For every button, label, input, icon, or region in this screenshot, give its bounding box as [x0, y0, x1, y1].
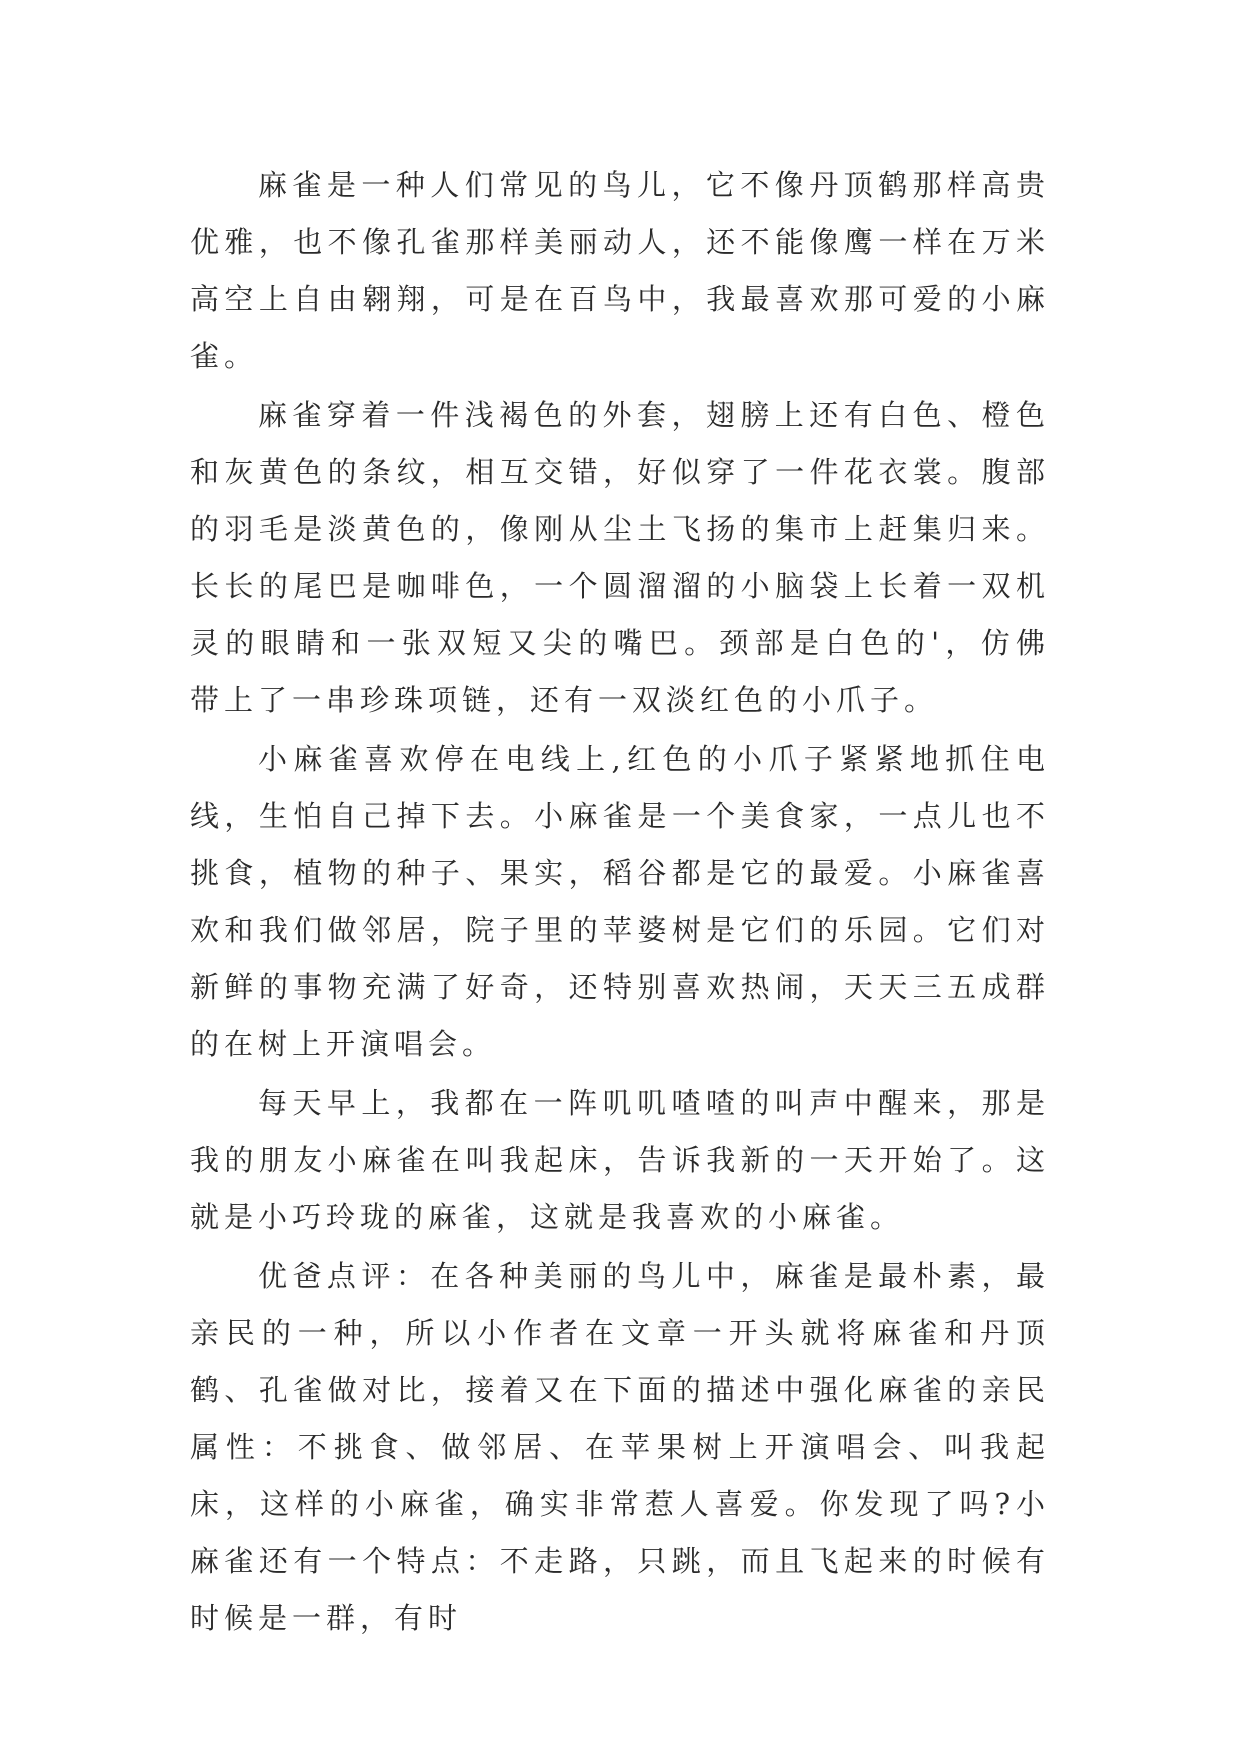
- paragraph-5-commentary: 优爸点评：在各种美丽的鸟儿中，麻雀是最朴素，最亲民的一种，所以小作者在文章一开头就将麻雀和丹顶鹤、孔雀做对比，接着又在下面的描述中强化麻雀的亲民属性：不挑食、做邻居、在苹果树上开演唱会、叫我起床，这样的小麻雀，确实非常惹人喜爱。你发现了吗?小麻雀还有一个特点：不走路，只跳，而且飞起来的时候有时候是一群，有时: [190, 1259, 1050, 1635]
- essay-body: [190, 157, 1050, 1649]
- paragraph-4: 每天早上，我都在一阵叽叽喳喳的叫声中醒来，那是我的朋友小麻雀在叫我起床，告诉我新的一天开始了。这就是小巧玲珑的麻雀，这就是我喜欢的小麻雀。: [190, 1086, 1050, 1234]
- paragraph-2: 麻雀穿着一件浅褐色的外套，翅膀上还有白色、橙色和灰黄色的条纹，相互交错，好似穿了一件花衣裳。腹部的羽毛是淡黄色的，像刚从尘土飞扬的集市上赶集归来。长长的尾巴是咖啡色，一个圆溜溜的小脑袋上长着一双机灵的眼睛和一张双短又尖的嘴巴。颈部是白色的'，仿佛带上了一串珍珠项链，还有一双淡红色的小爪子。: [190, 398, 1050, 717]
- paragraph-1: 麻雀是一种人们常见的鸟儿，它不像丹顶鹤那样高贵优雅，也不像孔雀那样美丽动人，还不能像鹰一样在万米高空上自由翱翔，可是在百鸟中，我最喜欢那可爱的小麻雀。: [190, 168, 1050, 373]
- paragraph-3: 小麻雀喜欢停在电线上,红色的小爪子紧紧地抓住电线，生怕自己掉下去。小麻雀是一个美食家，一点儿也不挑食，植物的种子、果实，稻谷都是它的最爱。小麻雀喜欢和我们做邻居，院子里的苹婆树是它们的乐园。它们对新鲜的事物充满了好奇，还特别喜欢热闹，天天三五成群的在树上开演唱会。: [190, 742, 1050, 1061]
